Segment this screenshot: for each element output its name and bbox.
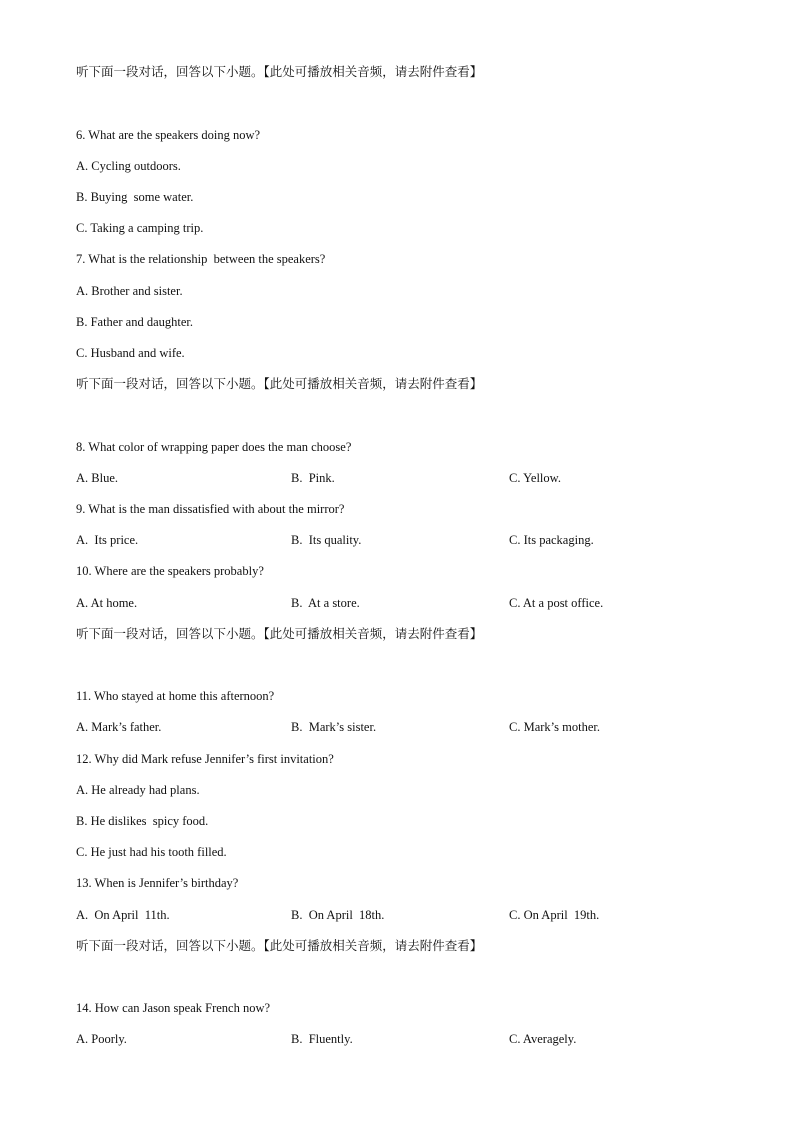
answer-option: B. Pink.: [291, 471, 335, 485]
answer-option: B. Mark’s sister.: [291, 720, 377, 734]
question-stem: 7. What is the relationship between the speakers?: [76, 252, 326, 266]
answer-option: C. Its packaging.: [509, 533, 594, 547]
answer-option: A. Mark’s father.: [76, 720, 162, 734]
question-stem: 6. What are the speakers doing now?: [76, 128, 261, 142]
answer-option: A. Poorly.: [76, 1032, 127, 1046]
answer-option: B. Fluently.: [291, 1032, 353, 1046]
answer-option: B. He dislikes spicy food.: [76, 814, 209, 828]
question-stem: 14. How can Jason speak French now?: [76, 1001, 271, 1015]
answer-option: B. Its quality.: [291, 533, 362, 547]
answer-option: B. Father and daughter.: [76, 315, 193, 329]
answer-option: C. Taking a camping trip.: [76, 221, 204, 235]
answer-option: B. Buying some water.: [76, 190, 194, 204]
answer-option: A. He already had plans.: [76, 783, 200, 797]
answer-option: A. At home.: [76, 596, 138, 610]
section-instruction: 听下面一段对话，回答以下小题。【此处可播放相关音频，请去附件查看】: [76, 626, 483, 641]
answer-option: B. At a store.: [291, 596, 360, 610]
question-stem: 10. Where are the speakers probably?: [76, 564, 264, 578]
answer-option: C. He just had his tooth filled.: [76, 845, 227, 859]
section-instruction: 听下面一段对话，回答以下小题。【此处可播放相关音频，请去附件查看】: [76, 64, 483, 79]
question-stem: 13. When is Jennifer’s birthday?: [76, 876, 239, 890]
answer-option: C. Mark’s mother.: [509, 720, 600, 734]
answer-option: A. Cycling outdoors.: [76, 159, 181, 173]
question-stem: 9. What is the man dissatisfied with about the mirror?: [76, 502, 345, 516]
answer-option: C. Husband and wife.: [76, 346, 185, 360]
question-stem: 8. What color of wrapping paper does the man choose?: [76, 440, 352, 454]
answer-option: A. Its price.: [76, 533, 139, 547]
answer-option: A. Brother and sister.: [76, 284, 183, 298]
answer-option: C. Averagely.: [509, 1032, 577, 1046]
section-instruction: 听下面一段对话，回答以下小题。【此处可播放相关音频，请去附件查看】: [76, 376, 483, 391]
question-stem: 12. Why did Mark refuse Jennifer’s first invitation?: [76, 752, 334, 766]
answer-option: C. Yellow.: [509, 471, 561, 485]
answer-option: A. On April 11th.: [76, 908, 170, 922]
section-instruction: 听下面一段对话，回答以下小题。【此处可播放相关音频，请去附件查看】: [76, 938, 483, 953]
answer-option: C. At a post office.: [509, 596, 604, 610]
answer-option: A. Blue.: [76, 471, 119, 485]
answer-option: B. On April 18th.: [291, 908, 385, 922]
question-stem: 11. Who stayed at home this afternoon?: [76, 689, 275, 703]
answer-option: C. On April 19th.: [509, 908, 600, 922]
